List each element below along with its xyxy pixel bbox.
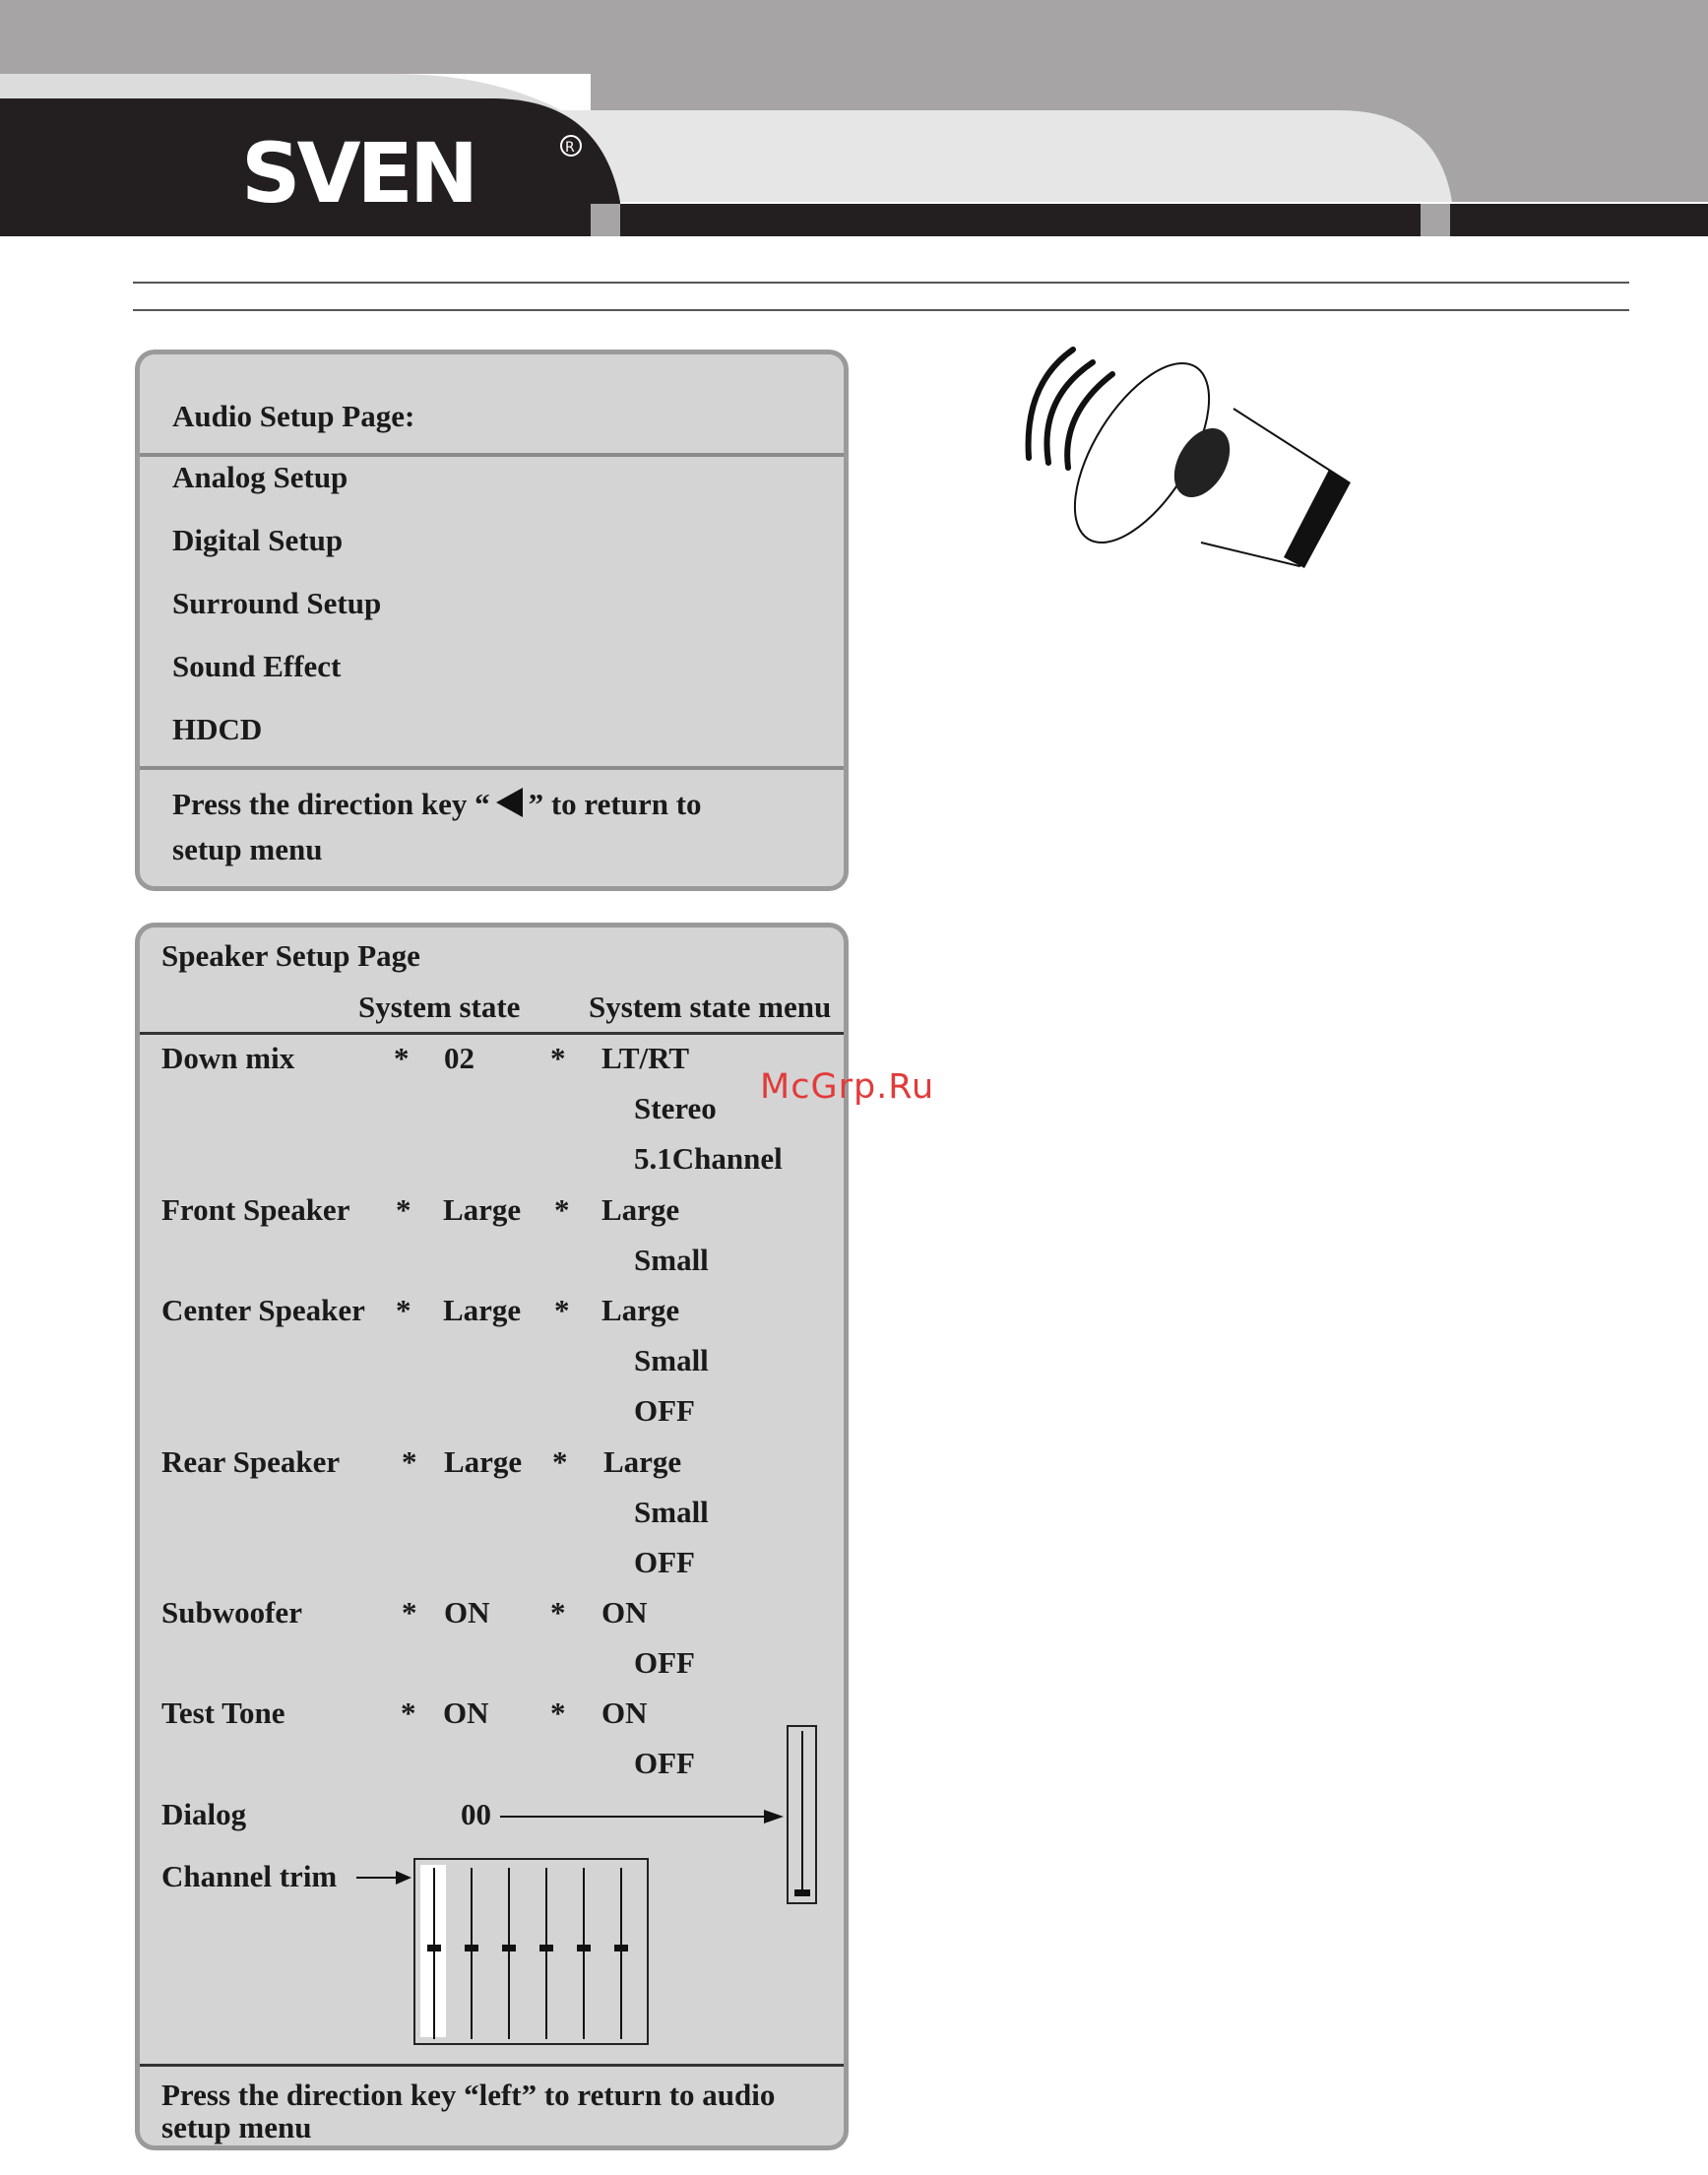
audio-setup-panel — [135, 350, 849, 891]
option-on[interactable]: ON — [601, 1695, 648, 1730]
brand-logo: SVEN — [241, 125, 475, 222]
divider — [140, 453, 844, 457]
option-small[interactable]: Small — [634, 1343, 709, 1377]
divider — [140, 766, 844, 770]
trim-slider-1[interactable] — [433, 1868, 435, 2039]
menu-item-surround-setup[interactable]: Surround Setup — [172, 586, 382, 620]
option-large[interactable]: Large — [603, 1444, 682, 1479]
speaker-setup-panel — [135, 923, 849, 2150]
trim-handle-2[interactable] — [465, 1945, 478, 1951]
divider — [140, 2064, 844, 2067]
option-large[interactable]: Large — [601, 1192, 680, 1227]
state-value-center-speaker[interactable]: Large — [443, 1293, 522, 1327]
row-label-down-mix: Down mix — [161, 1041, 295, 1075]
trim-handle-3[interactable] — [502, 1945, 516, 1951]
header-banner — [0, 0, 1708, 241]
left-arrow-icon — [496, 788, 523, 817]
option-stereo[interactable]: Stereo — [634, 1091, 717, 1125]
row-label-subwoofer: Subwoofer — [161, 1595, 302, 1630]
option-small[interactable]: Small — [634, 1243, 709, 1277]
trim-slider-5[interactable] — [583, 1868, 585, 2039]
option-off[interactable]: OFF — [634, 1545, 695, 1579]
row-label-rear-speaker: Rear Speaker — [161, 1444, 341, 1479]
trim-slider-2[interactable] — [471, 1868, 473, 2039]
divider — [140, 1032, 844, 1035]
audio-setup-title: Audio Setup Page: — [172, 399, 415, 433]
option-off[interactable]: OFF — [634, 1746, 695, 1780]
row-label-test-tone: Test Tone — [161, 1695, 285, 1730]
menu-item-digital-setup[interactable]: Digital Setup — [172, 523, 344, 557]
dialog-arrow — [500, 1802, 786, 1831]
option-off[interactable]: OFF — [634, 1645, 695, 1680]
row-label-dialog: Dialog — [161, 1797, 247, 1831]
return-hint — [172, 788, 702, 819]
menu-item-hdcd[interactable]: HDCD — [172, 712, 263, 746]
return-hint-line2: setup menu — [161, 2110, 312, 2144]
row-label-center-speaker: Center Speaker — [161, 1293, 365, 1327]
dialog-level-slider[interactable] — [787, 1725, 817, 1904]
state-marker: * — [394, 1041, 410, 1075]
menu-item-sound-effect[interactable]: Sound Effect — [172, 649, 342, 683]
menu-marker: * — [554, 1293, 570, 1327]
state-marker: * — [402, 1595, 417, 1630]
menu-item-analog-setup[interactable]: Analog Setup — [172, 460, 348, 494]
slider-track — [801, 1731, 803, 1894]
trim-slider-6[interactable] — [620, 1868, 622, 2039]
trim-handle-4[interactable] — [539, 1945, 553, 1951]
trim-handle-6[interactable] — [614, 1945, 628, 1951]
trim-slider-4[interactable] — [545, 1868, 547, 2039]
state-marker: * — [396, 1293, 411, 1327]
row-label-channel-trim: Channel trim — [161, 1859, 338, 1893]
state-value-rear-speaker[interactable]: Large — [444, 1444, 523, 1479]
trim-slider-3[interactable] — [508, 1868, 510, 2039]
state-value-down-mix[interactable]: 02 — [444, 1041, 474, 1075]
menu-marker: * — [552, 1444, 568, 1479]
trim-handle-1[interactable] — [427, 1945, 441, 1951]
option-ltrt[interactable]: LT/RT — [601, 1041, 690, 1075]
menu-marker: * — [550, 1595, 566, 1630]
state-value-subwoofer[interactable]: ON — [444, 1595, 490, 1630]
state-marker: * — [401, 1695, 416, 1730]
column-system-state: System state — [358, 990, 521, 1024]
channel-trim-sliders[interactable] — [413, 1858, 649, 2045]
state-value-front-speaker[interactable]: Large — [443, 1192, 522, 1227]
menu-marker: * — [550, 1695, 566, 1730]
speaker-horn-icon — [1004, 345, 1359, 581]
return-hint-pre: Press the direction key “ — [172, 787, 490, 821]
row-label-front-speaker: Front Speaker — [161, 1192, 350, 1227]
menu-marker: * — [554, 1192, 570, 1227]
trim-handle-5[interactable] — [577, 1945, 591, 1951]
state-marker: * — [402, 1444, 417, 1479]
option-small[interactable]: Small — [634, 1495, 709, 1529]
return-hint: Press the direction key “left” to return to audio — [161, 2078, 776, 2112]
menu-marker: * — [550, 1041, 566, 1075]
return-hint-post: ” to return to — [528, 787, 702, 821]
channel-trim-arrow — [356, 1865, 413, 1890]
svg-text:R: R — [565, 140, 575, 156]
option-off[interactable]: OFF — [634, 1393, 695, 1428]
rule-top — [133, 282, 1629, 284]
column-system-state-menu: System state menu — [589, 990, 832, 1024]
slider-handle[interactable] — [794, 1889, 810, 1896]
state-value-test-tone[interactable]: ON — [443, 1695, 489, 1730]
option-large[interactable]: Large — [601, 1293, 680, 1327]
rule-bottom — [133, 309, 1629, 311]
state-marker: * — [396, 1192, 411, 1227]
option-on[interactable]: ON — [601, 1595, 648, 1630]
option-5-1-channel[interactable]: 5.1Channel — [634, 1141, 783, 1176]
speaker-setup-title: Speaker Setup Page — [161, 938, 420, 973]
return-hint-line2: setup menu — [172, 832, 323, 866]
dialog-value[interactable]: 00 — [461, 1797, 491, 1831]
watermark: McGrp.Ru — [760, 1067, 935, 1107]
